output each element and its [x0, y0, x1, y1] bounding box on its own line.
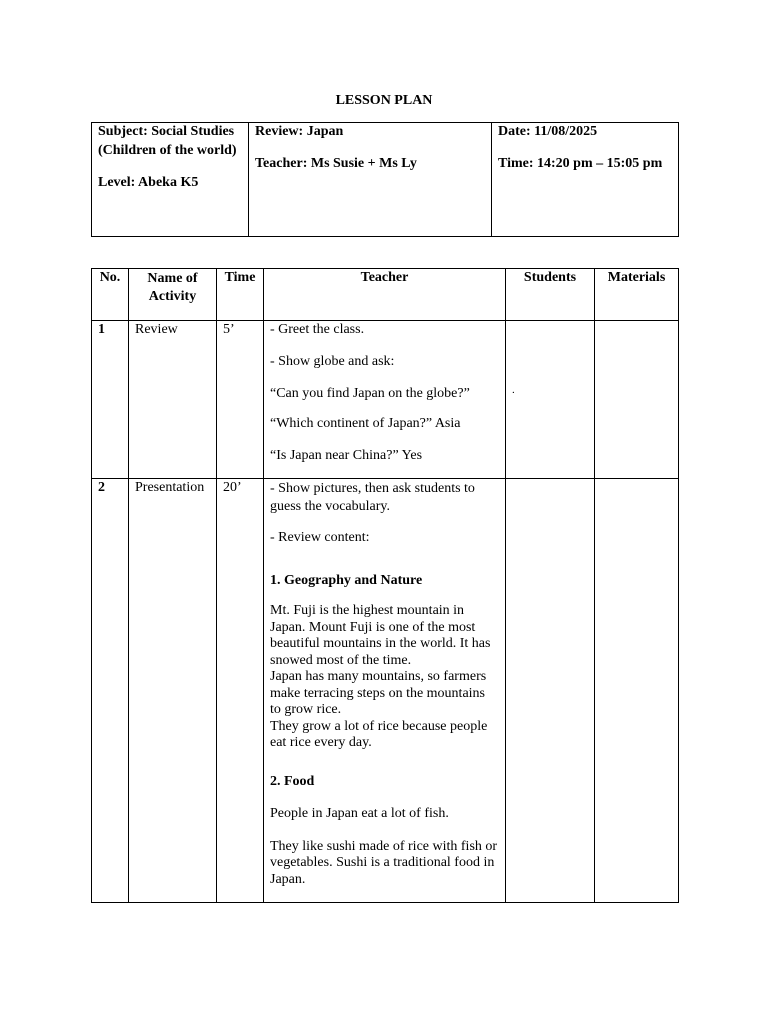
- review-cell: [249, 123, 492, 237]
- activity-time: 5’: [217, 321, 264, 479]
- teacher-label: Teacher: Ms Susie + Ms Ly: [255, 155, 417, 171]
- activity-time: 20’: [217, 479, 264, 903]
- level-label: Level: Abeka K5: [98, 174, 199, 190]
- col-header-name: Name of Activity: [129, 269, 217, 321]
- col-header-students: Students: [506, 269, 595, 321]
- page-title: LESSON PLAN: [335, 93, 433, 108]
- col-header-materials: Materials: [595, 269, 679, 321]
- review-label: Review: Japan: [255, 124, 344, 139]
- table-header-row: [92, 269, 679, 321]
- materials-cell: [595, 479, 679, 903]
- students-activity: [506, 479, 595, 903]
- col-header-time: Time: [217, 269, 264, 321]
- activity-name: Review: [129, 321, 217, 479]
- row-number: 2: [92, 479, 129, 903]
- time-label: Time: 14:20 pm – 15:05 pm: [498, 155, 663, 171]
- teacher-activity: - Show pictures, then ask students to guess the vocabulary. - Review content: 1. Geography and Nature Mt. Fuji is the highest mountain in Japan. Mount Fuji is one of the most beautiful mountains in the world. It has snowed most of the time. Japan has many mountains, so farmers make terracing steps on the mountains to grow rice. They grow a lot of rice because people eat rice every day. 2. Food People in Japan eat a lot of fish. They like sushi made of rice with fish or vegetables. Sushi is a traditional food in Japan.: [264, 479, 506, 903]
- row-number: 1: [92, 321, 129, 479]
- table-row: [92, 479, 679, 903]
- col-header-no: No.: [92, 269, 129, 321]
- date-label: Date: 11/08/2025: [498, 124, 598, 139]
- students-activity: .: [506, 321, 595, 479]
- teacher-activity: - Greet the class. - Show globe and ask: “Can you find Japan on the globe?” “Which continent of Japan?” Asia “Is Japan near China?” Yes: [264, 321, 506, 479]
- materials-cell: [595, 321, 679, 479]
- activity-name: Presentation: [129, 479, 217, 903]
- subject-cell: [92, 123, 249, 237]
- col-header-teacher: Teacher: [264, 269, 506, 321]
- subject-subtitle: (Children of the world): [98, 142, 237, 158]
- subject-label: Subject: Social Studies: [98, 124, 235, 139]
- table-row: [92, 321, 679, 479]
- date-cell: [492, 123, 679, 237]
- activity-table: [91, 268, 679, 903]
- lesson-info-table: [91, 122, 679, 237]
